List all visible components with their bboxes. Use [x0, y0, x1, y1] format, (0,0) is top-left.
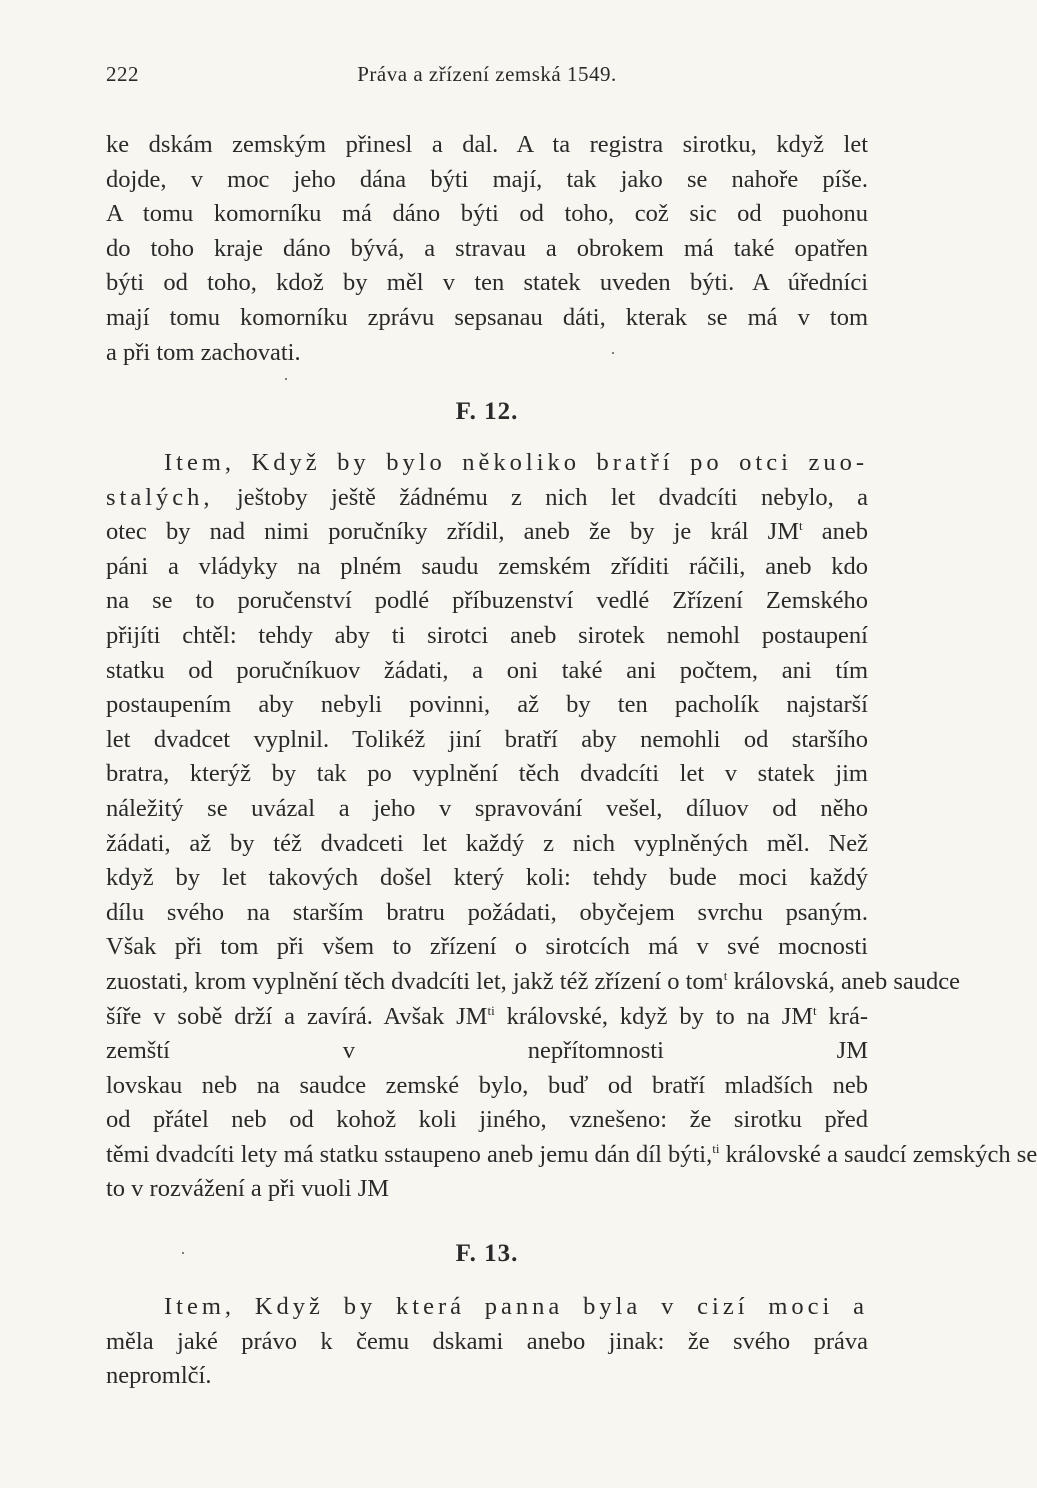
- text-line: to v rozvážení a při vuoli JM: [106, 1175, 390, 1203]
- text-line: let dvadcet vyplnil. Tolikéž jiní bratří aby nemohli od staršího: [106, 725, 868, 753]
- text-line: dílu svého na starším bratru požádati, obyčejem svrchu psaným.: [106, 898, 868, 926]
- text-line: Item, Když by která panna byla v cizí moci a: [164, 1293, 868, 1320]
- text-line: na se to poručenství podlé příbuzenství vedlé Zřízení Zemského: [106, 587, 868, 615]
- running-head-title: Práva a zřízení zemská 1549.: [357, 62, 617, 86]
- text-line: statku od poručníkuov žádati, a oni také ani počtem, ani tím: [106, 656, 868, 684]
- text-line: mají tomu komorníku zprávu sepsanau dáti, kterak se má v tom: [106, 303, 868, 331]
- spaced-word: stalých,: [106, 483, 214, 511]
- running-head: [106, 62, 868, 92]
- text-line: těmi dvadcíti lety má statku sstaupeno aneb jemu dán díl býti,$^{ti}$ královské a saudcí zemských se: [106, 1140, 1037, 1168]
- text-line: postaupením aby nebyli povinni, až by ten pacholík najstarší: [106, 691, 868, 719]
- text-line: bratra, kterýž by tak po vyplnění těch dvadcíti let v statek jim: [106, 760, 868, 788]
- text-line: zemští v nepřítomnosti JM: [106, 1037, 868, 1065]
- superscript: ti: [712, 1140, 720, 1156]
- superscript: ti: [487, 1002, 495, 1018]
- text-line: dojde, v moc jeho dána býti mají, tak jako se nahoře píše.: [106, 165, 868, 193]
- text-line: šíře v sobě drží a zavírá. Avšak $JM^{ti}$ královské, když by to na $JM^t$ krá-: [106, 1002, 868, 1030]
- paragraph-continuation: [106, 128, 868, 370]
- text-line: náležitý se uvázal a jeho v spravování vešel, díluov od něho: [106, 794, 868, 822]
- text-line: býti od toho, kdož by měl v ten statek uveden býti. A úředníci: [106, 269, 868, 297]
- text-line: zuostati, krom vyplnění těch dvadcíti let, jakž též zřízení o tom$^t$ královská, aneb saudce: [106, 967, 961, 995]
- superscript: t: [798, 518, 803, 534]
- text-line: Však při tom při všem to zřízení o sirotcích má v své mocnosti: [106, 933, 868, 961]
- text-line: a při tom zachovati.: [106, 338, 301, 366]
- print-speck: [612, 352, 614, 354]
- text-line: otec by nad nimi poručníky zřídil, aneb že by je král $JM^t$ aneb: [106, 518, 869, 546]
- text-line: přijíti chtěl: tehdy aby ti sirotci aneb sirotek nemohl postaupení: [106, 621, 868, 649]
- paragraph-f12: [106, 446, 1037, 1207]
- superscript: t: [813, 1002, 817, 1018]
- text-line: žádati, až by též dvadceti let každý z nich vyplněných měl. Než: [106, 829, 868, 857]
- text-line: měla jaké právo k čemu dskami anebo jinak: že svého práva: [106, 1327, 868, 1355]
- text-line: páni a vládyky na plném saudu zemském zříditi ráčili, aneb kdo: [106, 552, 868, 580]
- text-line: A tomu komorníku má dáno býti od toho, což sic od puohonu: [106, 200, 868, 228]
- text-line: stalých, ještoby ještě žádnému z nich let dvadcíti nebylo, a: [106, 483, 868, 511]
- print-speck: [285, 378, 287, 380]
- text-line: Item, Když by bylo několiko bratří po otci zuo-: [164, 449, 868, 476]
- text-line: když by let takových došel který koli: tehdy bude moci každý: [106, 864, 868, 892]
- text-line: do toho kraje dáno bývá, a stravau a obrokem má také opatřen: [106, 234, 868, 262]
- paragraph-f13: [106, 1290, 868, 1394]
- print-speck: [182, 1252, 184, 1254]
- text-line: ke dskám zemským přinesl a dal. A ta registra sirotku, když let: [106, 131, 868, 158]
- page-number: 222: [106, 62, 139, 86]
- text-line: lovskau neb na saudce zemské bylo, buď od bratří mladších neb: [106, 1071, 868, 1099]
- text-line: nepromlčí.: [106, 1362, 212, 1390]
- section-heading-f12: F. 12.: [455, 398, 519, 425]
- section-heading-f13: F. 13.: [455, 1240, 519, 1267]
- superscript: t: [723, 967, 728, 983]
- text-line: od přátel neb od kohož koli jiného, vznešeno: že sirotku před: [106, 1106, 868, 1134]
